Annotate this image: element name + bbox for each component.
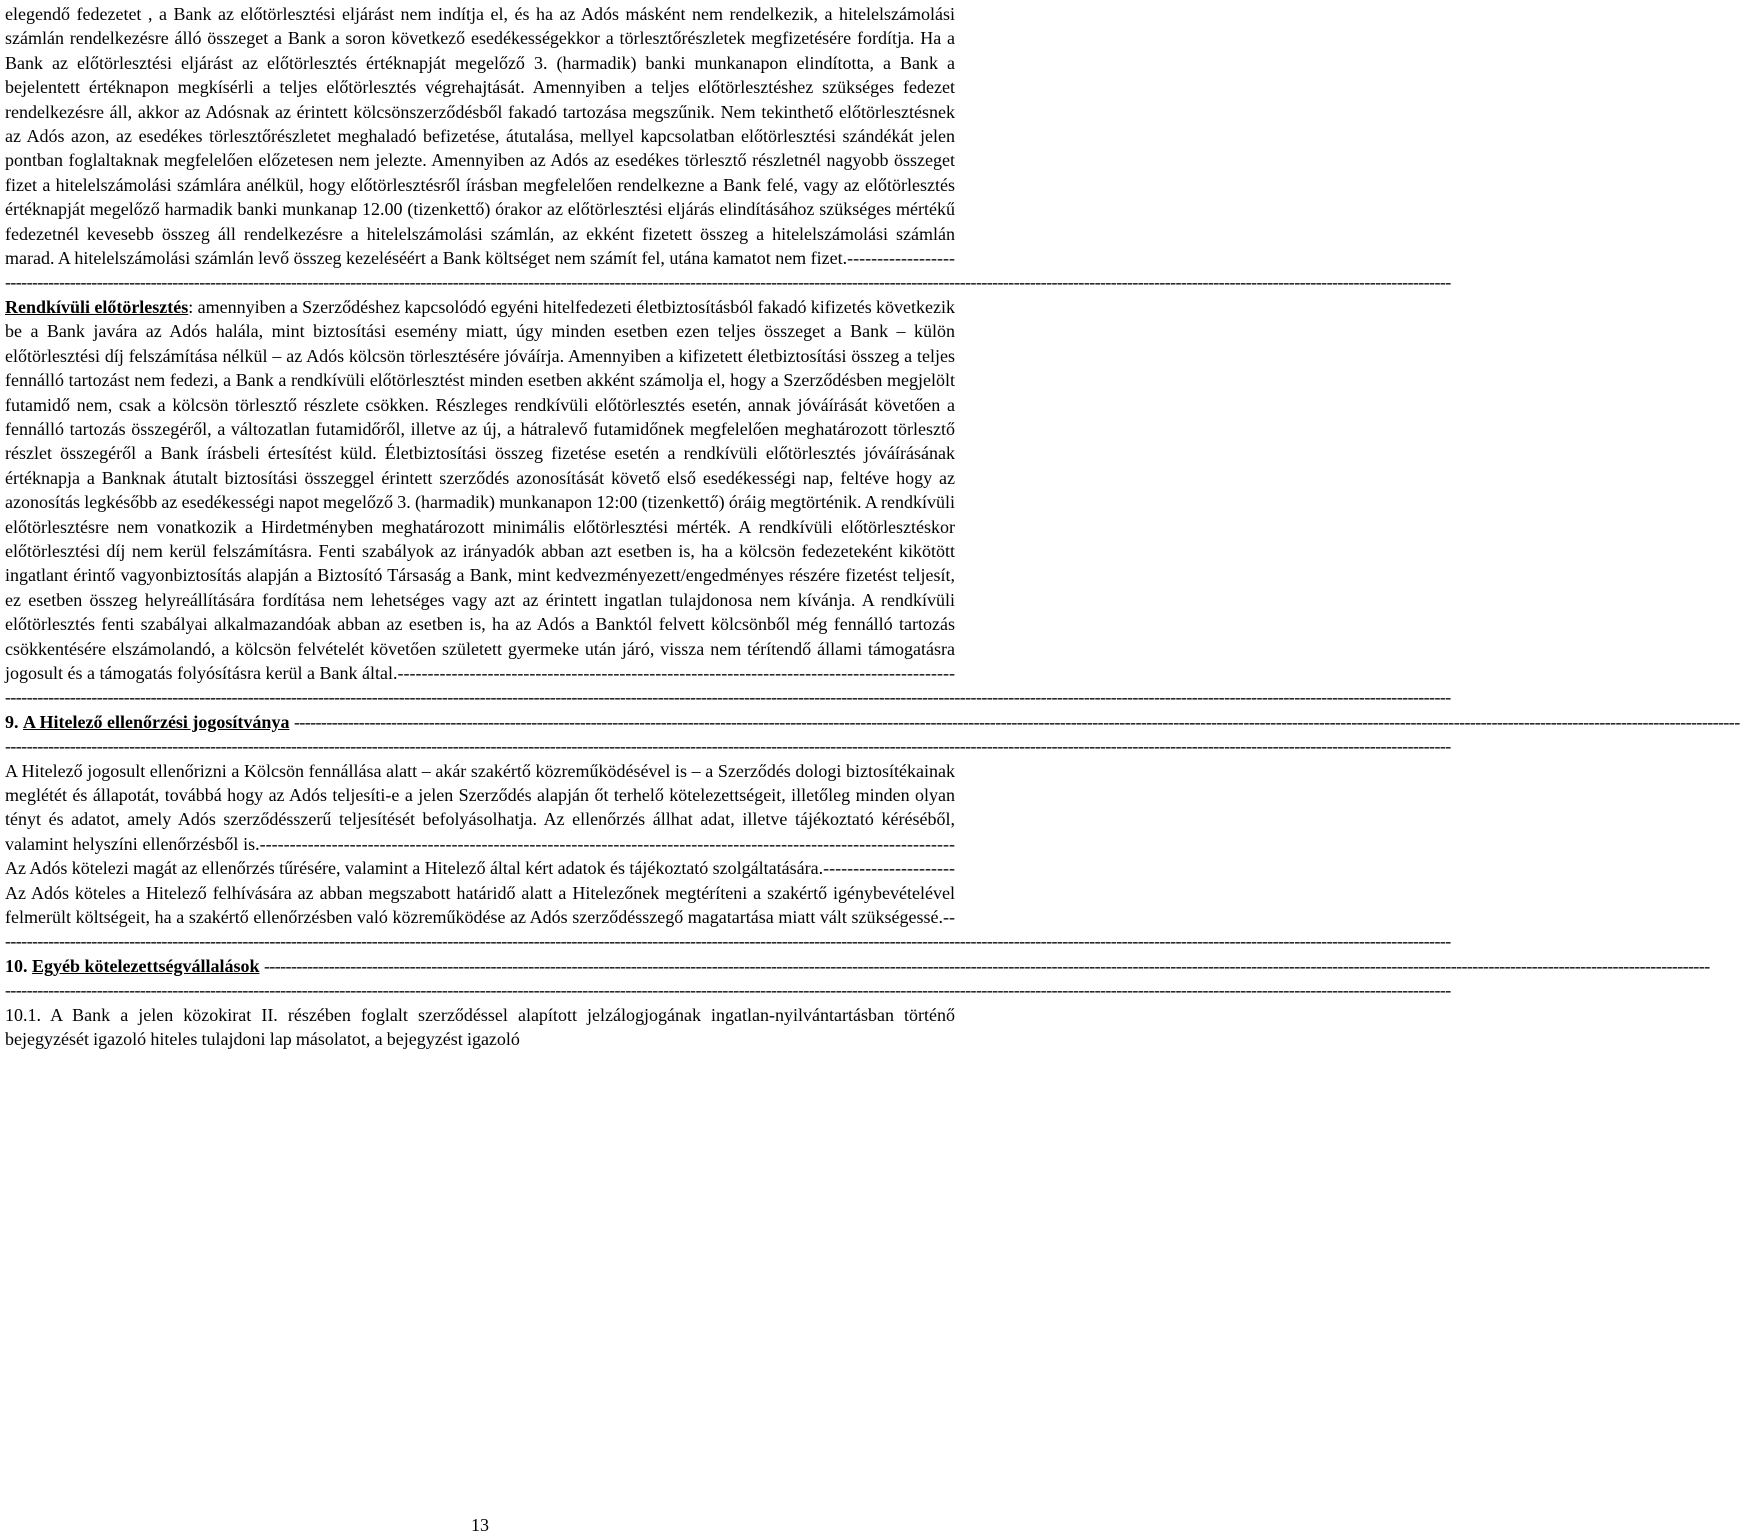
- dash-line: ----------------------------------------------------------------------------------------------------------------------------------------------------------------------------------------------------------------------------------------------------------------------------: [5, 687, 1451, 708]
- section-9-title: A Hitelező ellenőrzési jogosítványa: [23, 711, 290, 732]
- section-10-1-text: 10.1. A Bank a jelen közokirat II. részében foglalt szerződéssel alapított jelzálogjogának ingatlan-nyilvántartásban történő bejegyzését igazoló hiteles tulajdoni lap másolatot, a bejegyzést igazoló: [5, 1004, 955, 1050]
- dash-fill: ----------------------: [823, 858, 955, 879]
- section-9-paragraph-2: [5, 856, 955, 880]
- dash-fill: ----------------------------------------------------------------------------------------------------------------------------------------------------------------------------------------------------------------------------------------------------------------------------: [263, 955, 1710, 976]
- section-9-text-3: Az Adós köteles a Hitelező felhívására az abban megszabott határidő alatt a Hitelezőnek megtéríteni a szakértő igénybevételével felmerült költségeit, ha a szakértő ellenőrzésben való közreműködése az Adós szerződésszegő magatartása miatt vált szükségessé.: [5, 882, 955, 928]
- extraordinary-prepayment-text: : amennyiben a Szerződéshez kapcsolódó egyéni hitelfedezeti életbiztosításból fakadó kifizetés következik be a Bank javára az Adós halála, mint biztosítási esemény miatt, úgy minden esetben ezen teljes összeget a Bank – külön előtörlesztési díj felszámítása nélkül – az Adós kölcsön törlesztésére jóváírja. Amennyiben a kifizetett életbiztosítási összeg a teljes fennálló tartozást nem fedezi, a Bank a rendkívüli előtörlesztést minden esetben akként számolja el, hogy a Szerződésben megjelölt futamidő nem, csak a kölcsön törlesztő részlete csökken. Részleges rendkívüli előtörlesztés esetén, annak jóváírását követően a fennálló tartozás összegéről, a változatlan futamidőről, illetve az új, a hátralevő futamidőnek megfelelően meghatározott törlesztő részlet összegéről a Bank írásbeli értesítést küld. Életbiztosítási összeg fizetése esetén a rendkívüli előtörlesztés jóváírásának értéknapja a Banknak átutalt biztosítási összeggel érintett szerződés azonosítását követő első esedékességi nap, feltéve hogy az azonosítás legkésőbb az esedékességi napot megelőző 3. (harmadik) munkanapon 12:00 (tizenkettő) óráig megtörténik. A rendkívüli előtörlesztésre nem vonatkozik a Hirdetményben meghatározott minimális előtörlesztési mérték. A rendkívüli előtörlesztéskor előtörlesztési díj nem kerül felszámításra. Fenti szabályok az irányadók abban azt esetben is, ha a kölcsön fedezeteként kikötött ingatlant érintő vagyonbiztosítás alapján a Biztosító Társaság a Bank, mint kedvezményezett/engedményes részére fizetést teljesít, ez esetben összeg helyreállítására fordítása nem lehetséges vagy azt az érintett ingatlan tulajdonosa nem kívánja. A rendkívüli előtörlesztés fenti szabályai alkalmazandóak abban az esetben is, ha az Adós a Banktól felvett kölcsönből még fennálló tartozás csökkentésére elszámolandó, a kölcsön felvételét követően született gyermeke után járó, vissza nem térítendő állami támogatásra jogosult és a támogatás folyósításra kerül a Bank által.: [5, 296, 956, 683]
- dash-line: ----------------------------------------------------------------------------------------------------------------------------------------------------------------------------------------------------------------------------------------------------------------------------: [5, 736, 1451, 757]
- dash-fill: ----------------------------------------------------------------------------------------------------------------------------------------------------------------------------------------------------------------------------------------------------------------------------: [293, 711, 1740, 732]
- page-number: 13: [471, 1515, 489, 1535]
- section-10-heading: [5, 954, 1710, 978]
- dash-fill: --------------------------------------------------------------------------------------------------------------------: [259, 833, 955, 854]
- section-9-paragraph-1: [5, 759, 955, 857]
- prepayment-paragraph: [5, 2, 955, 270]
- section-9-text-2: Az Adós kötelezi magát az ellenőrzés tűrésére, valamint a Hitelező által kért adatok és tájékoztató szolgáltatására.: [5, 858, 824, 879]
- extraordinary-prepayment-label: Rendkívüli előtörlesztés: [5, 296, 189, 317]
- extraordinary-prepayment-paragraph: [5, 295, 955, 686]
- dash-line: ----------------------------------------------------------------------------------------------------------------------------------------------------------------------------------------------------------------------------------------------------------------------------: [5, 272, 1451, 293]
- section-9-paragraph-3: [5, 881, 955, 930]
- section-10-1-paragraph: [5, 1003, 955, 1052]
- section-10-title: Egyéb kötelezettségvállalások: [32, 955, 260, 976]
- dash-fill: --: [943, 907, 955, 928]
- dash-line: ----------------------------------------------------------------------------------------------------------------------------------------------------------------------------------------------------------------------------------------------------------------------------: [5, 931, 1451, 952]
- dash-line: ----------------------------------------------------------------------------------------------------------------------------------------------------------------------------------------------------------------------------------------------------------------------------: [5, 980, 1451, 1001]
- section-9-heading: [5, 710, 1740, 734]
- section-9-text-1: A Hitelező jogosult ellenőrizni a Kölcsön fennállása alatt – akár szakértő közreműködésével is – a Szerződés dologi biztosítékainak meglétét és állapotát, továbbá hogy az Adós teljesíti-e a jelen Szerződés alapján őt terhelő kötelezettségeit, illetőleg minden olyan tényt és adatot, amely Adós szerződésszerű teljesítését befolyásolhatja. Az ellenőrzés állhat adat, illetve tájékoztató kéréséből, valamint helyszíni ellenőrzésből is.: [5, 760, 955, 854]
- prepayment-text: elegendő fedezetet , a Bank az előtörlesztési eljárást nem indítja el, és ha az Adós másként nem rendelkezik, a hitelelszámolási számlán rendelkezésre álló összeget a Bank a soron következő esedékességekkor a törlesztőrészletek megfizetésére fordítja. Ha a Bank az előtörlesztési eljárást az előtörlesztés értéknapját megelőző 3. (harmadik) banki munkanapon elindította, a Bank a bejelentett értéknapon megkísérli a teljes előtörlesztés végrehajtását. Amennyiben a teljes előtörlesztéshez szükséges fedezet rendelkezésre áll, akkor az Adósnak az érintett kölcsönszerződésből fakadó tartozása megszűnik. Nem tekinthető előtörlesztésnek az Adós azon, az esedékes törlesztőrészletet meghaladó befizetése, átutalása, mellyel kapcsolatban előtörlesztési szándékát jelen pontban foglaltaknak megfelelően előzetesen nem jelezte. Amennyiben az Adós az esedékes törlesztő részletnél nagyobb összeget fizet a hitelelszámolási számlára anélkül, hogy előtörlesztésről írásban megfelelően rendelkezne a Bank felé, vagy az előtörlesztés értéknapját megelőző harmadik banki munkanap 12.00 (tizenkettő) órakor az előtörlesztési eljárás elindításához szükséges mértékű fedezetnél kevesebb összeg áll rendelkezésre a hitelelszámolási számlán, az ekként fizetett összeg a hitelelszámolási számlán marad. A hitelelszámolási számlán levő összeg kezeléséért a Bank költséget nem számít fel, utána kamatot nem fizet.: [5, 4, 955, 269]
- dash-fill: ------------------: [847, 248, 955, 269]
- section-10-number: 10.: [5, 955, 28, 976]
- dash-fill: ---------------------------------------------------------------------------------------------: [397, 662, 955, 683]
- section-9-number: 9.: [5, 711, 19, 732]
- document-page: [5, 2, 1740, 1051]
